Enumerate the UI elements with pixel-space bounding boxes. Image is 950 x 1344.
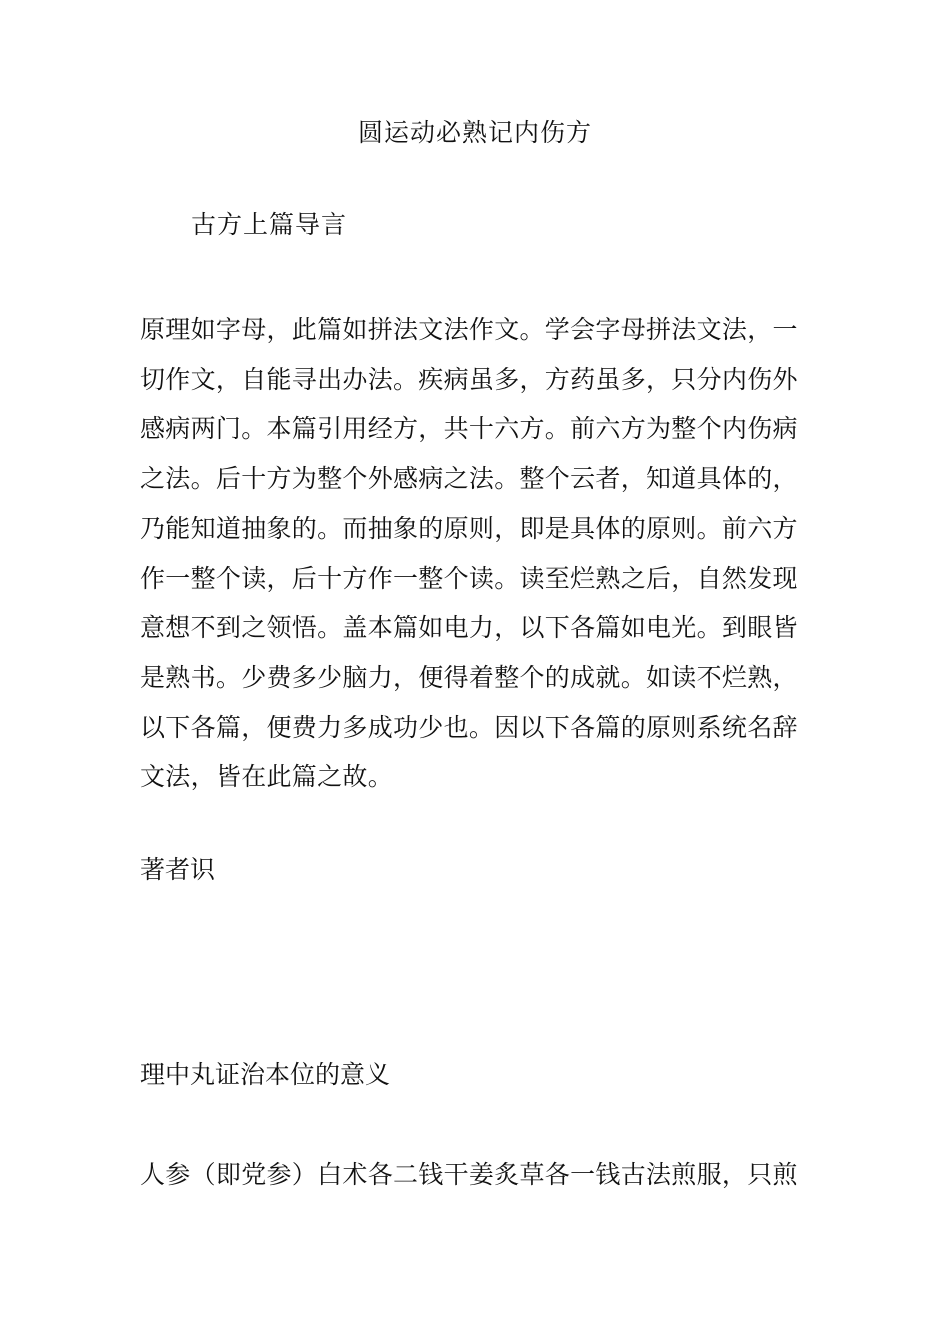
paragraph-line: 切作文，自能寻出办法。疾病虽多，方药虽多，只分内伤外 [140,364,798,394]
chapter-heading: 理中丸证治本位的意义 [140,1060,391,1089]
paragraph-line: 意想不到之领悟。盖本篇如电力，以下各篇如电光。到眼皆 [140,613,798,643]
intro-paragraph [140,305,812,802]
section-heading: 古方上篇导言 [191,210,348,239]
paragraph-line: 原理如字母，此篇如拼法文法作文。学会字母拼法文法，一 [140,315,798,344]
chapter-first-line: 人参（即党参）白术各二钱干姜炙草各一钱古法煎服，只煎 [140,1160,798,1189]
paragraph-line: 感病两门。本篇引用经方，共十六方。前六方为整个内伤病 [140,414,798,444]
document-title: 圆运动必熟记内伤方 [357,118,592,147]
author-signature: 著者识 [140,855,216,884]
paragraph-line: 作一整个读，后十方作一整个读。读至烂熟之后，自然发现 [140,563,798,593]
paragraph-line: 文法，皆在此篇之故。 [140,762,394,792]
paragraph-line: 乃能知道抽象的。而抽象的原则，即是具体的原则。前六方 [140,513,798,543]
paragraph-line: 是熟书。少费多少脑力，便得着整个的成就。如读不烂熟， [140,662,798,692]
paragraph-line: 之法。后十方为整个外感病之法。整个云者，知道具体的， [140,464,798,494]
paragraph-line: 以下各篇，便费力多成功少也。因以下各篇的原则系统名辞 [140,712,798,742]
